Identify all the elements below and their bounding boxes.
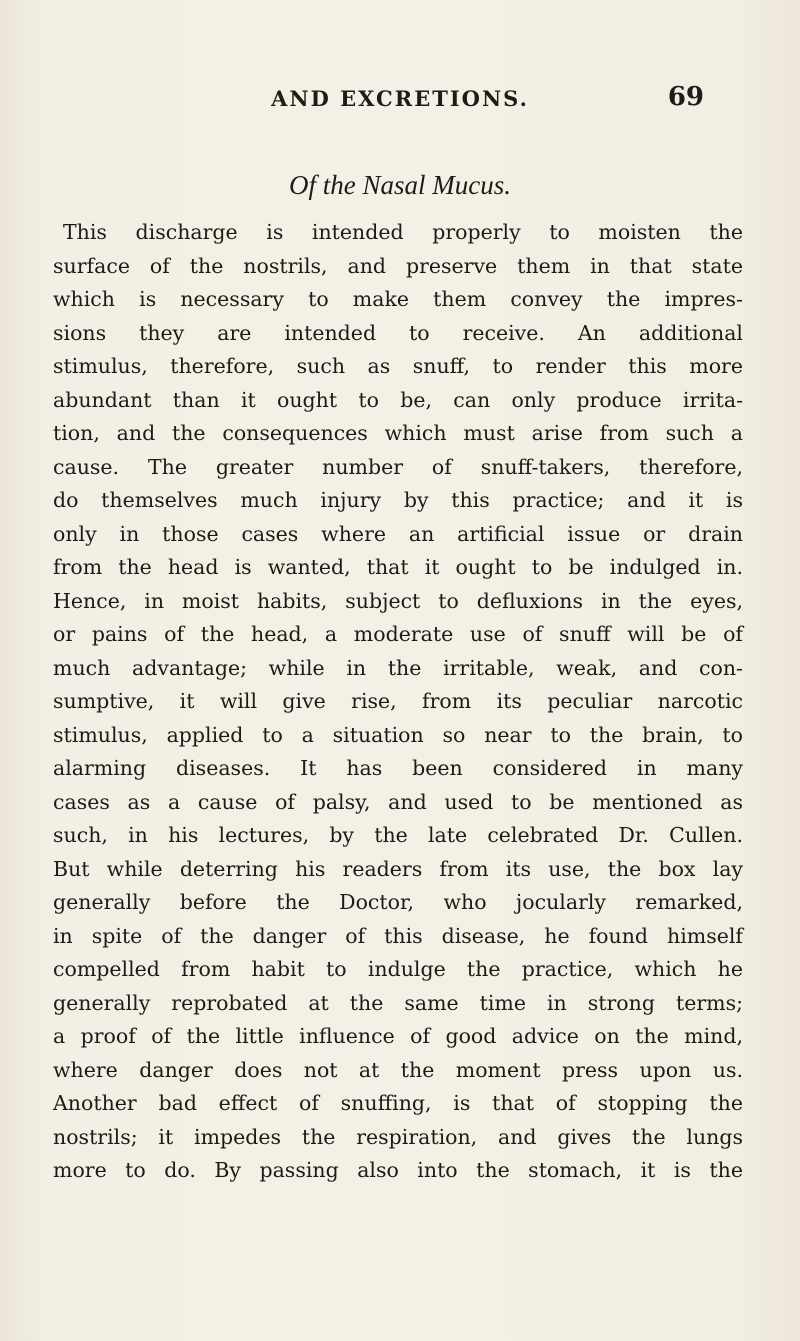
text-line: a proof of the little influence of good advice on the mind,: [53, 1024, 743, 1048]
text-line: cases as a cause of palsy, and used to be mentioned as: [53, 789, 743, 814]
text-line: tion, and the consequences which must arise from such a: [53, 421, 743, 445]
text-line: nostrils; it impedes the respiration, and gives the lungs: [53, 1124, 743, 1149]
text-line: Hence, in moist habits, subject to defluxions in the eyes,: [53, 588, 743, 613]
text-line: cause. The greater number of snuff-takers, therefore,: [53, 454, 743, 479]
text-line: Another bad effect of snuffing, is that of stopping the: [53, 1091, 743, 1115]
text-line: which is necessary to make them convey the impres-: [53, 287, 743, 311]
text-line: compelled from habit to indulge the practice, which he: [53, 957, 743, 981]
text-line: much advantage; while in the irritable, weak, and con-: [53, 655, 743, 680]
text-line: alarming diseases. It has been considered in many: [53, 756, 743, 780]
text-line: generally reprobated at the same time in strong terms;: [53, 990, 743, 1015]
text-line: stimulus, therefore, such as snuff, to render this more: [53, 354, 743, 378]
text-line: where danger does not at the moment press upon us.: [53, 1057, 743, 1082]
text-line: abundant than it ought to be, can only produce irrita-: [53, 387, 743, 412]
text-line: do themselves much injury by this practice; and it is: [53, 488, 743, 512]
text-line: such, in his lectures, by the late celebrated Dr. Cullen.: [53, 823, 743, 847]
text-line: sumptive, it will give rise, from its peculiar narcotic: [53, 689, 743, 713]
text-line: from the head is wanted, that it ought to be indulged in.: [53, 555, 743, 579]
text-line: or pains of the head, a moderate use of snuff will be of: [53, 622, 743, 646]
text-line: sions they are intended to receive. An additional: [53, 320, 743, 345]
text-line: But while deterring his readers from its use, the box lay: [53, 856, 743, 881]
running-head: AND EXCRETIONS.: [271, 86, 529, 111]
text-line: generally before the Doctor, who jocularly remarked,: [53, 890, 743, 914]
page-number: 69: [667, 82, 704, 112]
text-line: surface of the nostrils, and preserve them in that state: [53, 253, 743, 278]
body-paragraph: [53, 216, 743, 1188]
text-line: in spite of the danger of this disease, he found himself: [53, 923, 743, 948]
page-header: [0, 82, 800, 122]
text-line: more to do. By passing also into the stomach, it is the: [53, 1158, 743, 1182]
text-line: This discharge is intended properly to moisten the: [63, 220, 743, 244]
text-line: stimulus, applied to a situation so near to the brain, to: [53, 722, 743, 747]
text-line: only in those cases where an artificial issue or drain: [53, 521, 743, 546]
section-title: Of the Nasal Mucus.: [289, 170, 511, 200]
